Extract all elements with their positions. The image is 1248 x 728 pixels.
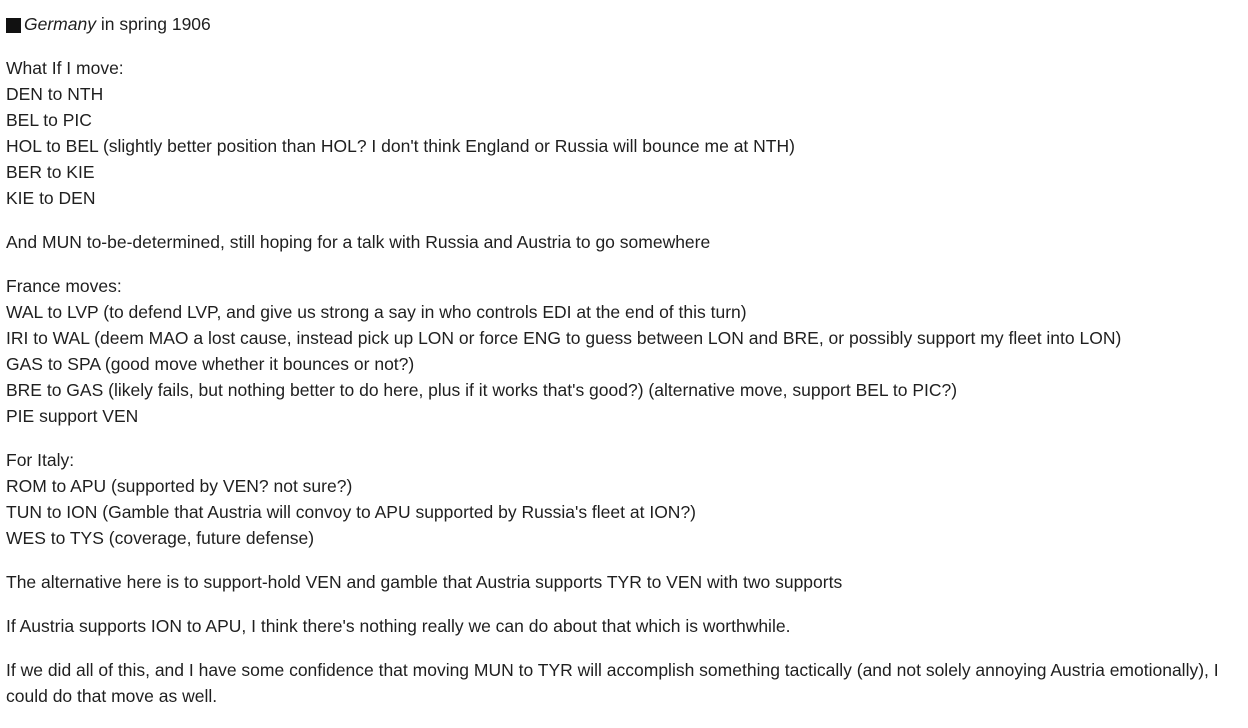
france-moves-heading: France moves: [6, 276, 122, 296]
order-line: PIE support VEN [6, 406, 139, 426]
alternative-note-text: The alternative here is to support-hold VEN and gamble that Austria supports TYR to VEN with two supports [6, 572, 843, 592]
italy-moves-heading: For Italy: [6, 450, 75, 470]
italy-moves-block [6, 447, 1238, 551]
message-post [6, 11, 1238, 727]
closing-note-block [6, 657, 1238, 709]
order-line: DEN to NTH [6, 84, 104, 104]
order-line: ROM to APU (supported by VEN? not sure?) [6, 476, 353, 496]
closing-note-text: If we did all of this, and I have some confidence that moving MUN to TYR will accomplish something tactically (and not solely annoying Austria emotionally), I could do that move as well. [6, 660, 1219, 706]
order-line: BRE to GAS (likely fails, but nothing better to do here, plus if it works that's good?) (alternative move, support BEL to PIC?) [6, 380, 958, 400]
germany-moves-heading: What If I move: [6, 58, 124, 78]
order-line: TUN to ION (Gamble that Austria will convoy to APU supported by Russia's fleet at ION?) [6, 502, 697, 522]
order-line: KIE to DEN [6, 188, 96, 208]
mun-note-text: And MUN to-be-determined, still hoping for a talk with Russia and Austria to go somewhere [6, 232, 711, 252]
post-header [6, 11, 1238, 37]
germany-moves-block [6, 55, 1238, 211]
austria-note-block [6, 613, 1238, 639]
order-line: WAL to LVP (to defend LVP, and give us strong a say in who controls EDI at the end of this turn) [6, 302, 747, 322]
order-line: WES to TYS (coverage, future defense) [6, 528, 315, 548]
order-line: IRI to WAL (deem MAO a lost cause, instead pick up LON or force ENG to guess between LON and BRE, or possibly support my fleet into LON) [6, 328, 1122, 348]
alternative-note-block [6, 569, 1238, 595]
order-line: BEL to PIC [6, 110, 92, 130]
power-color-square-icon [6, 18, 21, 33]
mun-note-block [6, 229, 1238, 255]
austria-note-text: If Austria supports ION to APU, I think there's nothing really we can do about that which is worthwhile. [6, 616, 791, 636]
order-line: BER to KIE [6, 162, 95, 182]
power-name: Germany [24, 14, 96, 34]
order-line: HOL to BEL (slightly better position than HOL? I don't think England or Russia will bounce me at NTH) [6, 136, 795, 156]
order-line: GAS to SPA (good move whether it bounces or not?) [6, 354, 415, 374]
france-moves-block [6, 273, 1238, 429]
season-label: in spring 1906 [95, 14, 211, 34]
